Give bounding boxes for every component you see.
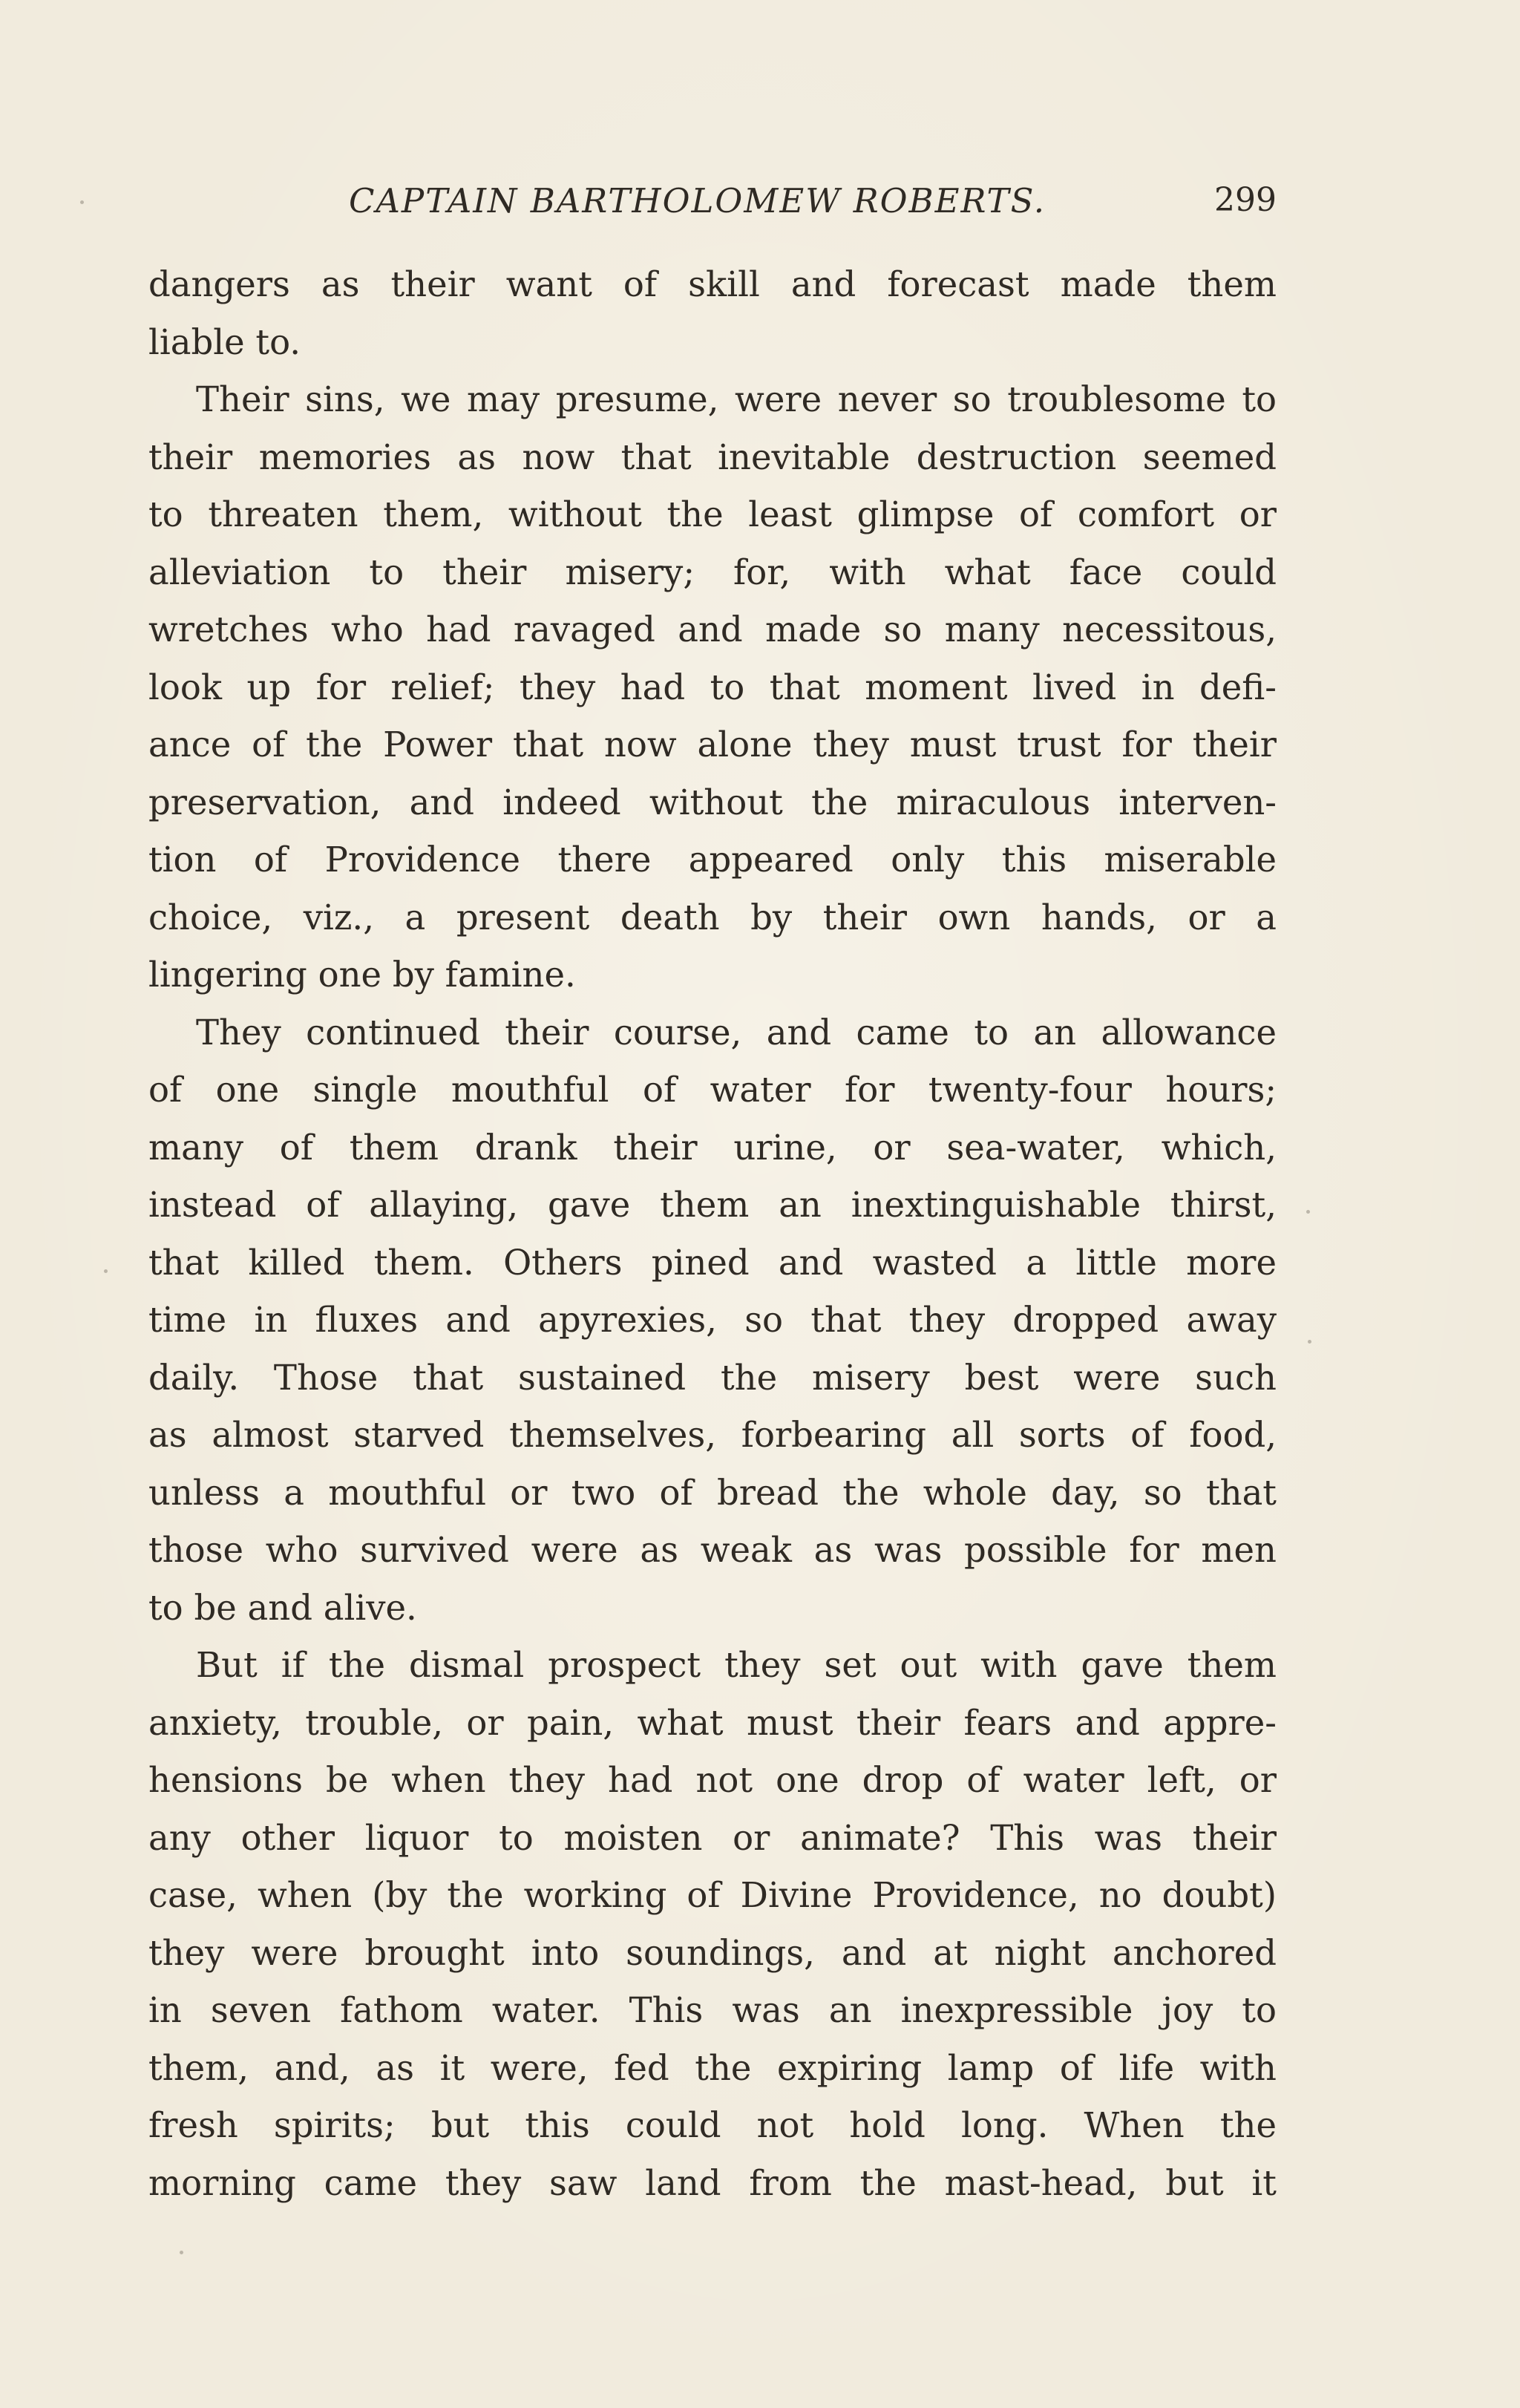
text-line: to be and alive.	[148, 1587, 417, 1628]
text-line: hensions be when they had not one drop of water left, or	[148, 1760, 1277, 1800]
paper-speck	[104, 1269, 108, 1273]
paragraph-first-line: But if the dismal prospect they set out with gave them	[196, 1645, 1277, 1685]
running-title: CAPTAIN BARTHOLOMEW ROBERTS.	[349, 181, 1046, 220]
paragraph-first-line: Their sins, we may presume, were never so troublesome to	[196, 379, 1277, 419]
page-number: 299	[1214, 181, 1277, 219]
text-line: instead of allaying, gave them an inextinguishable thirst,	[148, 1185, 1277, 1225]
paper-speck	[80, 200, 84, 204]
text-line: many of them drank their urine, or sea-water, which,	[148, 1127, 1277, 1168]
text-line: those who survived were as weak as was possible for men	[148, 1530, 1277, 1570]
text-line: case, when (by the working of Divine Providence, no doubt)	[148, 1875, 1277, 1915]
text-line: in seven fathom water. This was an inexpressible joy to	[148, 1990, 1277, 2030]
text-line: any other liquor to moisten or animate? This was their	[148, 1817, 1277, 1858]
text-line: time in fluxes and apyrexies, so that they dropped away	[148, 1300, 1277, 1340]
text-line: they were brought into soundings, and at night anchored	[148, 1932, 1277, 1973]
text-line: ance of the Power that now alone they must trust for their	[148, 724, 1277, 765]
text-line: alleviation to their misery; for, with what face could	[148, 552, 1277, 592]
text-line: daily. Those that sustained the misery best were such	[148, 1357, 1277, 1398]
text-line: preservation, and indeed without the miraculous interven-	[148, 782, 1277, 822]
text-line: wretches who had ravaged and made so many necessitous,	[148, 609, 1277, 650]
body-text	[148, 256, 1277, 2212]
text-line: them, and, as it were, fed the expiring lamp of life with	[148, 2047, 1277, 2088]
text-line: of one single mouthful of water for twenty-four hours;	[148, 1070, 1277, 1110]
text-line: unless a mouthful or two of bread the whole day, so that	[148, 1472, 1277, 1513]
running-head	[148, 175, 1277, 227]
text-line: lingering one by famine.	[148, 955, 576, 995]
paper-speck	[180, 2251, 183, 2254]
text-line: choice, viz., a present death by their own hands, or a	[148, 897, 1277, 938]
text-line: fresh spirits; but this could not hold long. When the	[148, 2105, 1277, 2145]
text-line: morning came they saw land from the mast-head, but it	[148, 2162, 1277, 2203]
paper-speck	[1308, 1340, 1311, 1344]
text-line: look up for relief; they had to that moment lived in defi-	[148, 667, 1277, 707]
text-line: dangers as their want of skill and forecast made them	[148, 264, 1277, 304]
paper-speck	[1306, 1210, 1310, 1214]
paragraph-first-line: They continued their course, and came to an allowance	[196, 1012, 1277, 1053]
text-line: anxiety, trouble, or pain, what must their fears and appre-	[148, 1702, 1277, 1743]
text-line: that killed them. Others pined and wasted a little more	[148, 1242, 1277, 1283]
text-line: to threaten them, without the least glimpse of comfort or	[148, 494, 1277, 534]
text-line: tion of Providence there appeared only this miserable	[148, 840, 1277, 880]
text-line: their memories as now that inevitable destruction seemed	[148, 436, 1277, 477]
text-line: as almost starved themselves, forbearing all sorts of food,	[148, 1415, 1277, 1455]
text-line: liable to.	[148, 321, 301, 362]
